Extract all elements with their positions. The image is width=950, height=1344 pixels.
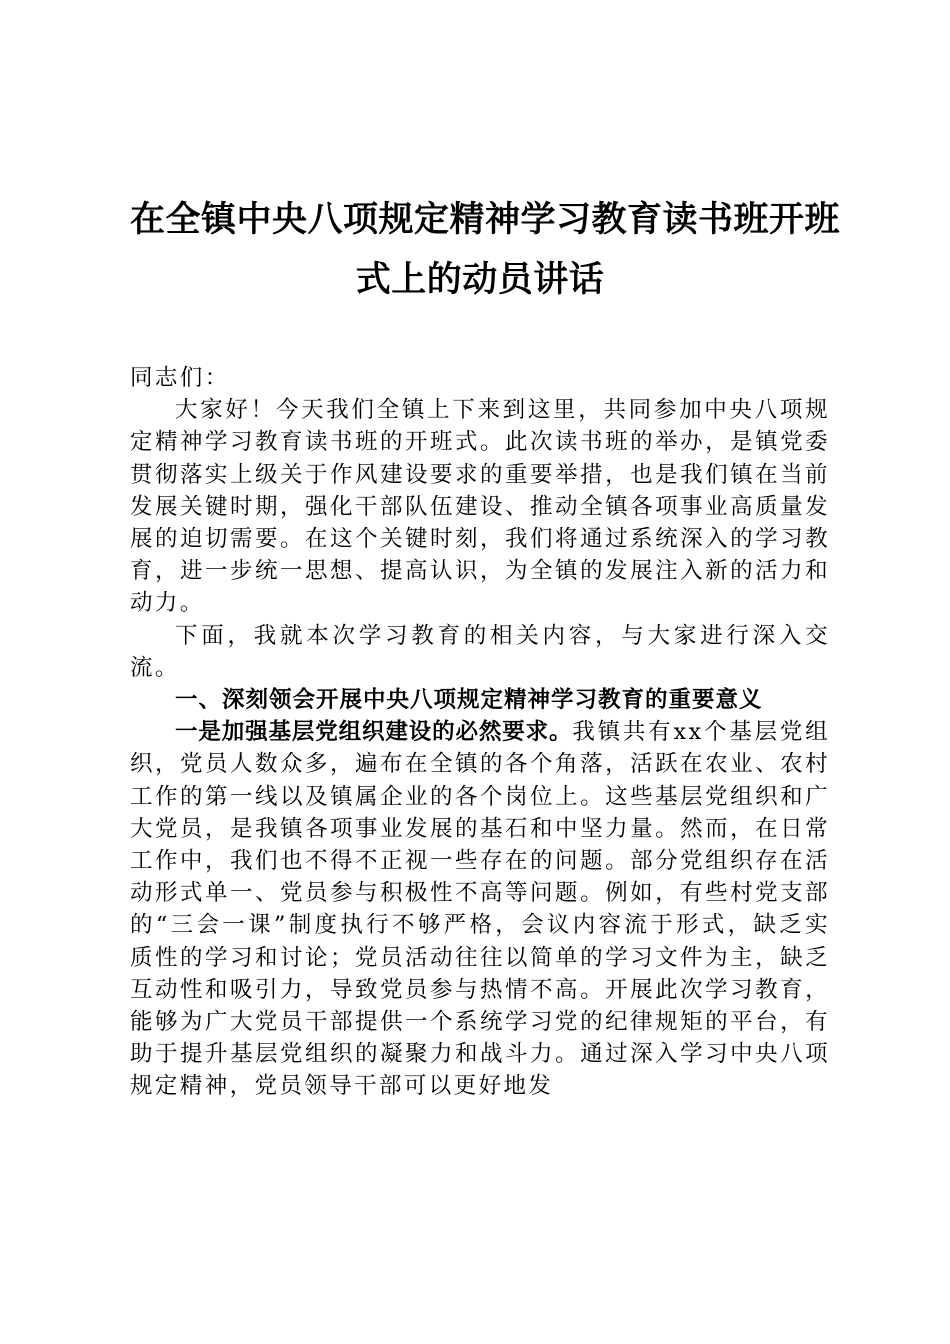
- document-title: [130, 190, 841, 310]
- section-1-paragraph: [130, 716, 830, 1102]
- title-line-2: 式上的动员讲话: [355, 259, 605, 300]
- section-heading-1: 一、深刻领会开展中央八项规定精神学习教育的重要意义: [175, 687, 763, 714]
- document-page: [130, 190, 841, 1103]
- title-line-1: 在全镇中央八项规定精神学习教育读书班开班: [130, 199, 841, 240]
- paragraph-transition: 下面，我就本次学习教育的相关内容，与大家进行深入交流。: [130, 622, 830, 681]
- section-1-lead: 一是加强基层党组织建设的必然要求。: [175, 719, 573, 746]
- salutation: 同志们：: [130, 365, 230, 391]
- document-body: [130, 362, 830, 1103]
- section-1-body: 我镇共有xx个基层党组织，党员人数众多，遍布在全镇的各个角落，活跃在农业、农村工作的第一线以及镇属企业的各个岗位上。这些基层党组织和广大党员，是我镇各项事业发展的基石和中坚力量。然而，在日常工作中，我们也不得不正视一些存在的问题。部分党组织存在活动形式单一、党员参与积极性不高等问题。例如，有些村党支部的“三会一课”制度执行不够严格，会议内容流于形式，缺乏实质性的学习和讨论；党员活动往往以简单的学习文件为主，缺乏互动性和吸引力，导致党员参与热情不高。开展此次学习教育，能够为广大党员干部提供一个系统学习党的纪律规矩的平台，有助于提升基层党组织的凝聚力和战斗力。通过深入学习中央八项规定精神，党员领导干部可以更好地发: [130, 719, 830, 1100]
- paragraph-opening: 大家好！今天我们全镇上下来到这里，共同参加中央八项规定精神学习教育读书班的开班式。此次读书班的举办，是镇党委贯彻落实上级关于作风建设要求的重要举措，也是我们镇在当前发展关键时期，强化干部队伍建设、推动全镇各项事业高质量发展的迫切需要。在这个关键时刻，我们将通过系统深入的学习教育，进一步统一思想、提高认识，为全镇的发展注入新的活力和动力。: [130, 397, 830, 617]
